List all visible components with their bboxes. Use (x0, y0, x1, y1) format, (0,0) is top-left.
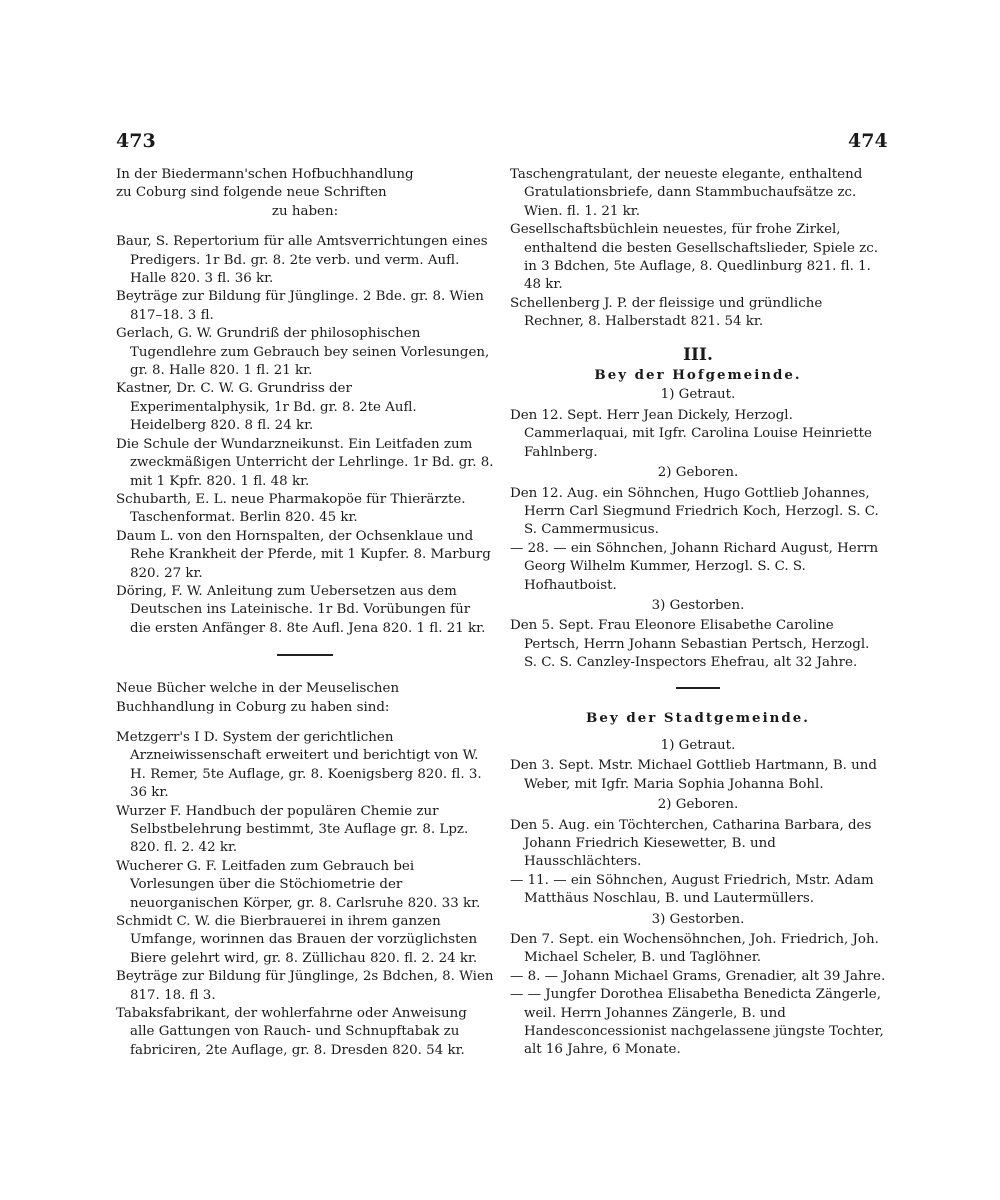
book-list-continued (510, 166, 886, 332)
book-entry: Beyträge zur Bildung für Jünglinge, 2s Bdchen, 8. Wien 817. 18. fl 3. (116, 969, 494, 1003)
register-entry: — 8. — Johann Michael Grams, Grenadier, alt 39 Jahre. (510, 968, 886, 984)
subsection-heading: 1) Getraut. (660, 387, 736, 403)
page-number-left: 473 (116, 130, 156, 152)
book-entry: Schellenberg J. P. der fleissige und gründliche Rechner, 8. Halberstadt 821. 54 kr. (510, 295, 823, 330)
book-list-biedermann (116, 233, 494, 638)
book-entry: Schmidt C. W. die Bierbrauerei in ihrem ganzen Umfange, worinnen das Brauen der vorzüglichsten Biere gelehrt wird, gr. 8. Züllichau 820. fl. 2. 24 kr. (116, 914, 478, 966)
book-entry: Gesellschaftsbüchlein neuestes, für frohe Zirkel, enthaltend die besten Gesellschaftslieder, Spiele zc. in 3 Bdchen, 5te Auflage, 8. Quedlinburg 821. fl. 1. 48 kr. (510, 222, 878, 293)
section-title-stadtgemeinde: Bey der Stadtgemeinde. (586, 709, 810, 726)
meusel-notice-heading (116, 680, 494, 717)
biedermann-notice-heading (116, 166, 494, 221)
book-entry: Döring, F. W. Anleitung zum Uebersetzen aus dem Deutschen ins Lateinische. 1r Bd. Vorübungen für die ersten Anfänger 8. 8te Aufl. Jena 820. 1 fl. 21 kr. (116, 583, 486, 636)
section-divider (676, 687, 720, 689)
register-entry: Den 12. Sept. Herr Jean Dickely, Herzogl. Cammerlaquai, mit Igfr. Carolina Louise Heinriette Fahlnberg. (510, 407, 872, 460)
register-entry: Den 7. Sept. ein Wochensöhnchen, Joh. Friedrich, Joh. Michael Scheler, B. und Taglöhner. (510, 932, 879, 966)
subsection-heading: 3) Gestorben. (651, 911, 745, 927)
register-entry: Den 5. Sept. Frau Eleonore Elisabethe Caroline Pertsch, Herrn Johann Sebastian Pertsch, Herzogl. S. C. S. Canzley-Inspectors Ehefrau, alt 32 Jahre. (510, 618, 870, 671)
book-entry: Schubarth, E. L. neue Pharmakopöe für Thierärzte. Taschenformat. Berlin 820. 45 kr. (116, 491, 466, 526)
notice-heading-line: zu haben: (271, 203, 339, 219)
left-column (116, 166, 494, 1060)
register-entry: Den 3. Sept. Mstr. Michael Gottlieb Hartmann, B. und Weber, mit Igfr. Maria Sophia Johanna Bohl. (510, 758, 878, 792)
register-entry: Den 5. Aug. ein Töchterchen, Catharina Barbara, des Johann Friedrich Kiesewetter, B. und Hausschlächters. (510, 817, 872, 870)
book-entry: Wurzer F. Handbuch der populären Chemie zur Selbstbelehrung bestimmt, 3te Auflage gr. 8. Lpz. 820. fl. 2. 42 kr. (116, 803, 469, 856)
subsection-heading: 1) Getraut. (660, 737, 736, 753)
notice-heading-line: zu Coburg sind folgende neue Schriften (116, 185, 387, 201)
book-entry: Beyträge zur Bildung für Jünglinge. 2 Bde. gr. 8. Wien 817–18. 3 fl. (116, 289, 484, 323)
book-entry: Baur, S. Repertorium für alle Amtsverrichtungen eines Predigers. 1r Bd. gr. 8. 2te verb. und verm. Aufl. Halle 820. 3 fl. 36 kr. (116, 234, 488, 287)
subsection-heading: 2) Geboren. (657, 797, 739, 813)
notice-heading-line: In der Biedermann'schen Hofbuchhandlung (116, 167, 414, 182)
book-entry: Daum L. von den Hornspalten, der Ochsenklaue und Rehe Krankheit der Pferde, mit 1 Kupfer. 8. Marburg 820. 27 kr. (116, 528, 491, 581)
register-entry: — — Jungfer Dorothea Elisabetha Benedicta Zängerle, weil. Herrn Johannes Zängerle, B. und Handesconcessionist nachgelassene jüngste Tochter, alt 16 Jahre, 6 Monate. (510, 987, 884, 1058)
register-entry: — 11. — ein Söhnchen, August Friedrich, Mstr. Adam Matthäus Noschlau, B. und Lautermüllers. (510, 872, 874, 907)
page-number-right: 474 (848, 130, 888, 152)
book-list-meusel (116, 729, 494, 1060)
section-divider (277, 654, 333, 656)
section-number: III. (683, 344, 713, 365)
book-entry: Metzgerr's I D. System der gerichtlichen Arzneiwissenschaft erweitert und berichtigt von W. H. Remer, 5te Auflage, gr. 8. Koenigsberg 820. fl. 3. 36 kr. (116, 729, 482, 801)
notice-heading-line: Neue Bücher welche in der Meuselischen (116, 681, 400, 697)
book-entry: Kastner, Dr. C. W. G. Grundriss der Experimentalphysik, 1r Bd. gr. 8. 2te Aufl. Heidelberg 820. 8 fl. 24 kr. (116, 381, 417, 434)
notice-heading-line: Buchhandlung in Coburg zu haben sind: (116, 699, 390, 715)
book-entry: Wucherer G. F. Leitfaden zum Gebrauch bei Vorlesungen über die Stöchiometrie der neuorganischen Körper, gr. 8. Carlsruhe 820. 33 kr. (116, 858, 481, 911)
book-entry: Tabaksfabrikant, der wohlerfahrne oder Anweisung alle Gattungen von Rauch- und Schnupftabak zu fabriciren, 2te Auflage, gr. 8. Dresden 820. 54 kr. (116, 1006, 467, 1058)
subsection-heading: 2) Geboren. (657, 465, 739, 481)
book-entry: Die Schule der Wundarzneikunst. Ein Leitfaden zum zweckmäßigen Unterricht der Lehrlinge. 1r Bd. gr. 8. mit 1 Kpfr. 820. 1 fl. 48 kr. (116, 436, 494, 489)
book-entry: Gerlach, G. W. Grundriß der philosophischen Tugendlehre zum Gebrauch bey seinen Vorlesungen, gr. 8. Halle 820. 1 fl. 21 kr. (116, 326, 490, 379)
book-entry: Taschengratulant, der neueste elegante, enthaltend Gratulationsbriefe, dann Stammbuchaufsätze zc. Wien. fl. 1. 21 kr. (510, 167, 863, 219)
register-entry: — 28. — ein Söhnchen, Johann Richard August, Herrn Georg Wilhelm Kummer, Herzogl. S. C. S. Hofhautboist. (510, 540, 879, 593)
right-column (510, 166, 886, 1060)
subsection-heading: 3) Gestorben. (651, 597, 745, 613)
section-title-hofgemeinde: Bey der Hofgemeinde. (594, 367, 802, 384)
register-entry: Den 12. Aug. ein Söhnchen, Hugo Gottlieb Johannes, Herrn Carl Siegmund Friedrich Koch, Herzogl. S. C. S. Cammermusicus. (510, 485, 879, 538)
